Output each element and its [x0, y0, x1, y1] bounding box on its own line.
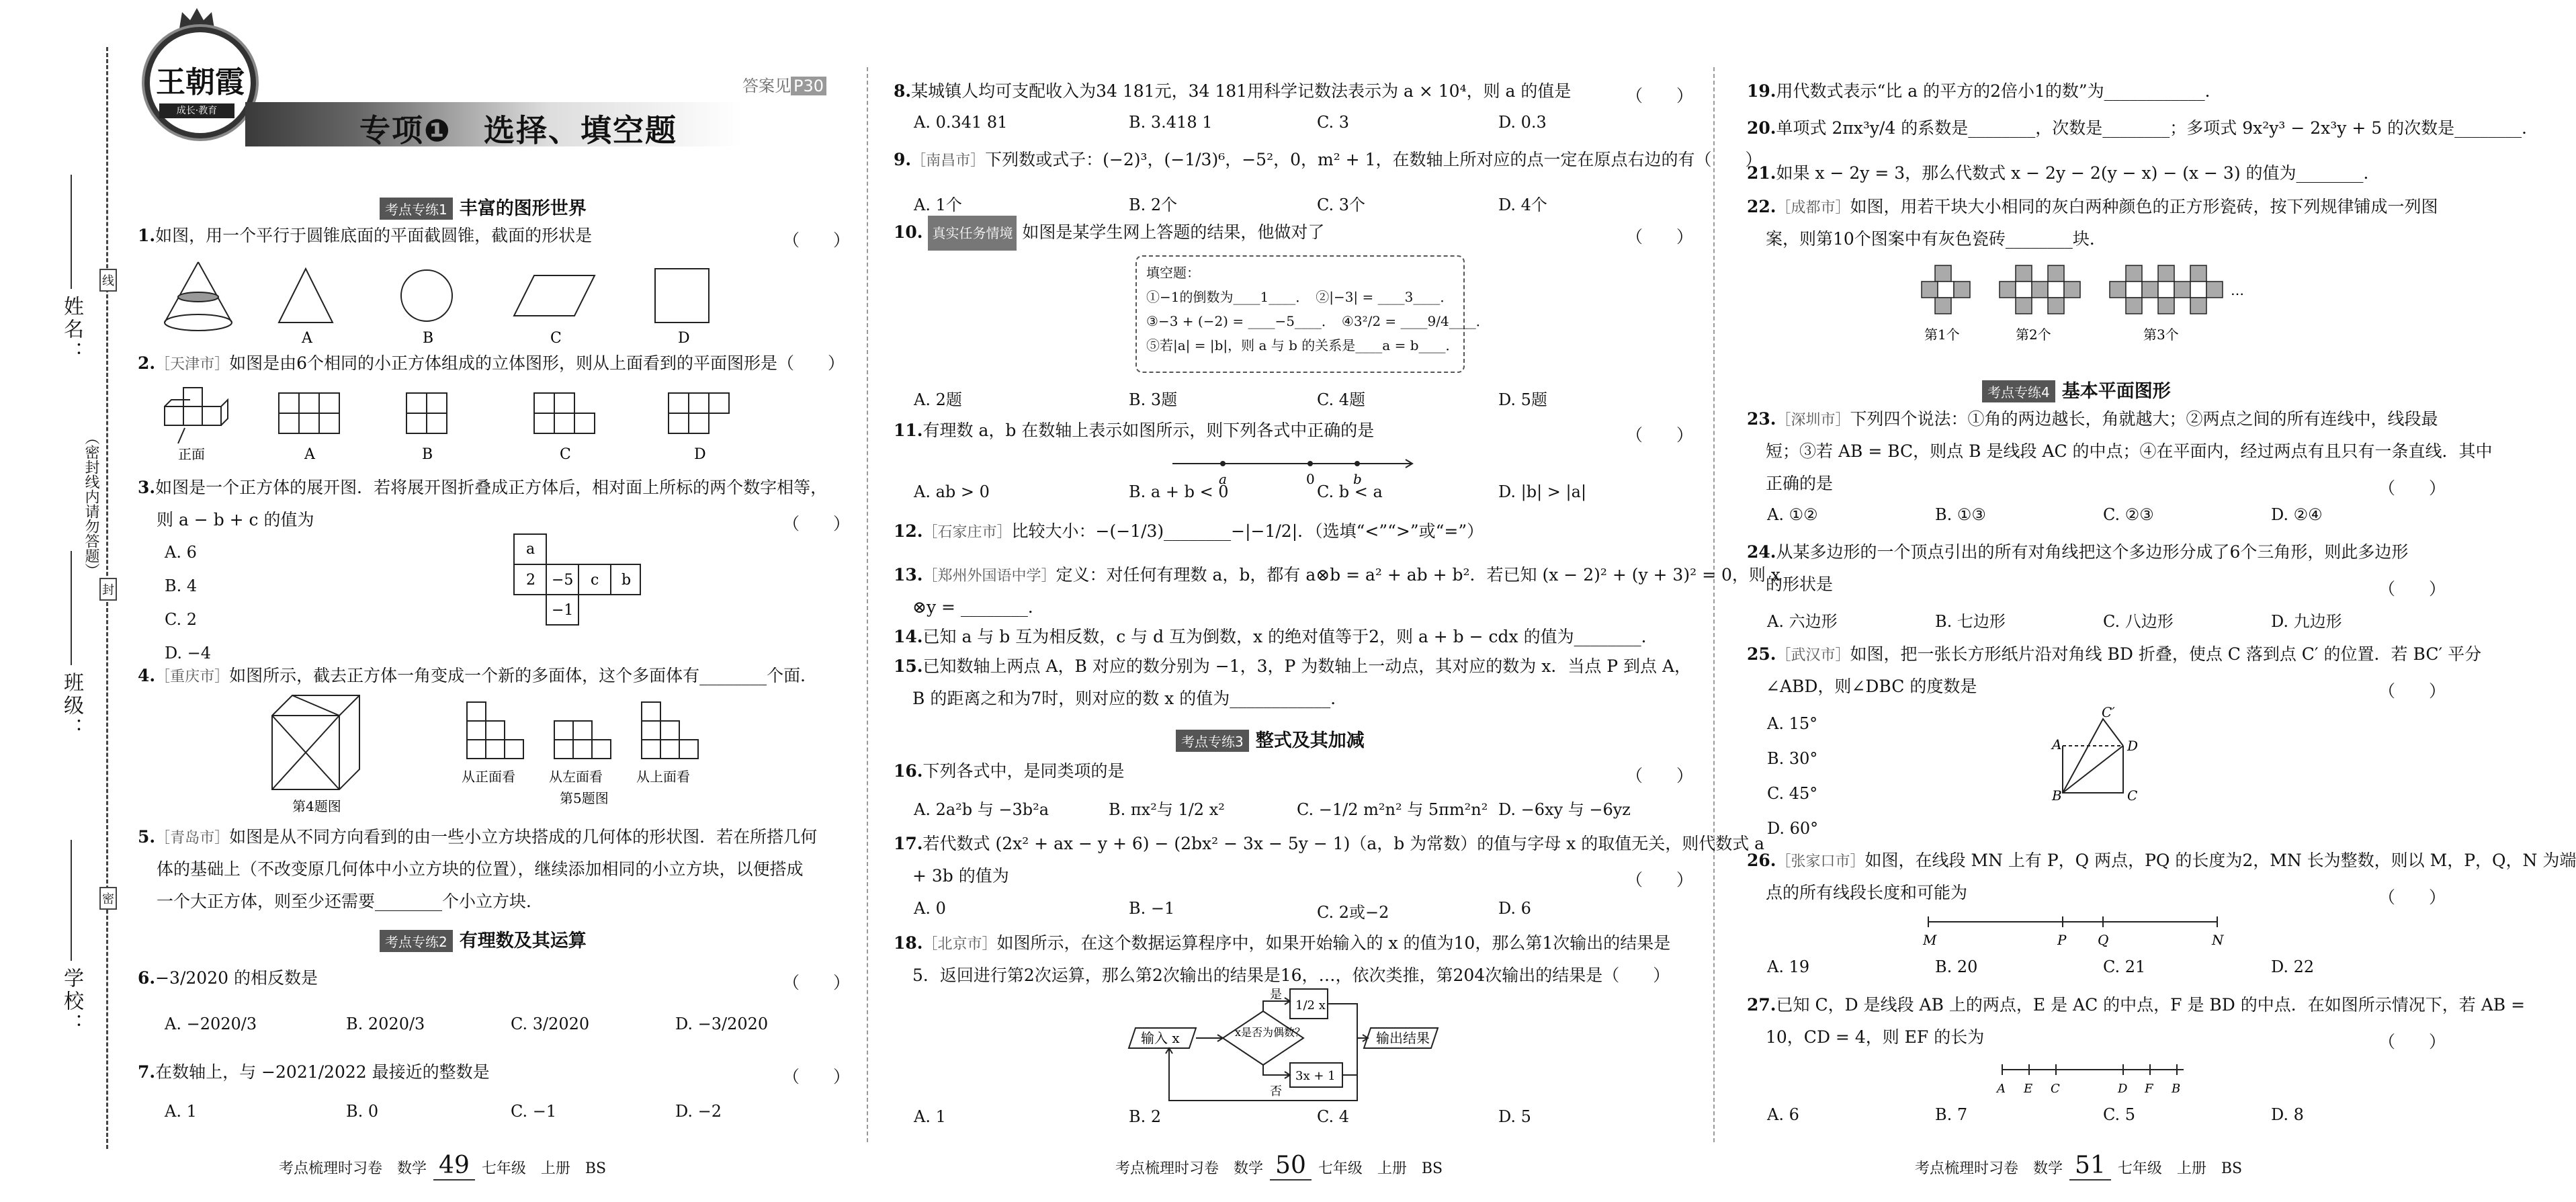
option-c: C. b < a: [1317, 482, 1383, 501]
page-49: [138, 0, 851, 1202]
option-d: D. 8: [2271, 1105, 2304, 1124]
question-text-cont: 短；③若 AB = BC，则点 B 是线段 AC 的中点；④在平面内，经过两点有且只有一条直线．其中: [1766, 441, 2493, 461]
question-text-cont: 点的所有线段长度和可能为: [1766, 883, 1968, 902]
flow-no: 否: [1270, 1084, 1282, 1099]
question-text-cont: 5．返回进行第2次运算，那么第2次输出的结果是16，…，依次类推，第204次输出的结果是（ ）: [912, 965, 1670, 985]
question-13: [894, 558, 1780, 594]
option-b: B. πx²与 1/2 x²: [1109, 800, 1225, 819]
question-number: 2.: [138, 353, 156, 373]
point-label: N: [2212, 932, 2224, 948]
question-19: [1747, 74, 2222, 109]
question-6: [138, 961, 318, 996]
question-number: 25.: [1747, 644, 1776, 664]
question-24: [1747, 535, 2408, 570]
question-20: [1747, 111, 2538, 146]
option-c: C. 5: [2103, 1105, 2136, 1124]
point-label: D: [2118, 1082, 2128, 1096]
pattern-label: 第2个: [2016, 327, 2051, 343]
question-text: 有理数 a，b 在数轴上表示如图所示，则下列各式中正确的是: [922, 421, 1375, 440]
footer-subject: 数学: [2033, 1160, 2063, 1177]
option-b: B. 7: [1935, 1105, 1968, 1124]
footer-grade: 七年级 上册 BS: [481, 1160, 607, 1177]
question-number: 18.: [894, 933, 923, 953]
q4-q5-figures: [265, 695, 803, 816]
option-d: D. 6: [1498, 899, 1531, 918]
option-a: A. 6: [165, 543, 197, 562]
answer-bracket: （ ）: [1626, 870, 1694, 890]
question-text: 如图，用一个平行于圆锥底面的平面截圆锥，截面的形状是: [155, 226, 593, 245]
answer-reference: [742, 73, 826, 96]
option-label: C: [550, 330, 562, 347]
answer-bracket: （ ）: [783, 973, 851, 992]
footer-series: 考点梳理时习卷: [279, 1160, 383, 1177]
box-title: 填空题：: [1146, 265, 1200, 281]
option-b: B. 30°: [1767, 749, 1818, 768]
source-city: ［深圳市］: [1776, 412, 1850, 429]
flow-output: 输出结果: [1376, 1030, 1430, 1046]
answer-ref-prefix: 答案见: [742, 77, 791, 95]
section-title: 基本平面图形: [2061, 381, 2171, 402]
logo-text: 王朝霞: [156, 65, 245, 99]
question-text: 如图是由6个相同的小正方体组成的立体图形，则从上面看到的平面图形是（ ）: [229, 353, 845, 373]
section-heading: [380, 926, 587, 952]
question-2: [138, 346, 845, 382]
context-tag: 真实任务情境: [928, 216, 1017, 251]
net-cell: −5: [552, 572, 574, 589]
question-number: 12.: [894, 521, 923, 541]
option-a: A. 1: [914, 1107, 946, 1126]
option-b: B. −1: [1129, 899, 1175, 918]
question-text: 已知 C，D 是线段 AB 上的两点，E 是 AC 的中点，F 是 BD 的中点．在如图所示情况下，若 AB =: [1776, 995, 2526, 1015]
option-b: B. 0: [346, 1102, 379, 1121]
answer-ref-page: P30: [791, 77, 826, 95]
question-text: 下列各式中，是同类项的是: [922, 761, 1125, 781]
option-d: D. 0.3: [1498, 113, 1547, 132]
question-number: 15.: [894, 656, 923, 676]
footer-grade: 七年级 上册 BS: [1318, 1160, 1443, 1177]
class-blank: [71, 551, 72, 665]
point-label: B: [2172, 1082, 2181, 1096]
question-text-cont: ⊗y = ________．: [912, 597, 1045, 617]
question-text-cont: ∠ABD，则∠DBC 的度数是: [1766, 677, 1977, 696]
section-title: 有理数及其运算: [459, 931, 587, 951]
source-city: ［天津市］: [155, 356, 230, 373]
question-text: 下列数或式子：(−2)³，(−1/3)⁶，−5²，0，m² + 1，在数轴上所对应的点一定在原点右边的有（ ）: [985, 150, 1762, 169]
q27-segment: [1995, 1062, 2197, 1102]
question-number: 21.: [1747, 163, 1776, 183]
option-b: B. 20: [1935, 957, 1978, 976]
point-label: C: [2127, 787, 2138, 804]
flow-input: 输入 x: [1141, 1030, 1180, 1046]
option-d: D. −3/2020: [675, 1015, 769, 1033]
question-11: [894, 413, 1374, 448]
section-title: 丰富的图形世界: [459, 198, 587, 219]
figure-caption: 第5题图: [560, 790, 609, 806]
flow-op-triple: 3x + 1: [1295, 1069, 1336, 1083]
source-city: ［石家庄市］: [922, 524, 1012, 541]
page-footer: [1915, 1152, 2242, 1180]
footer-series: 考点梳理时习卷: [1915, 1160, 2019, 1177]
option-b: B. 2: [1129, 1107, 1162, 1126]
column-separator: [1713, 67, 1715, 1142]
question-text-cont: 一个大正方体，则至少还需要________个小立方块．: [157, 892, 544, 911]
option-c: C. 4: [1317, 1107, 1350, 1126]
binding-sidebar: [0, 0, 114, 1202]
point-label: C: [2051, 1082, 2060, 1096]
question-text: 如图所示，在这个数据运算程序中，如果开始输入的 x 的值为10，那么第1次输出的结果是: [996, 933, 1671, 953]
option-a: A. 1: [165, 1102, 197, 1121]
q25-fold-figure: [2049, 704, 2184, 804]
option-b: B. 2020/3: [346, 1015, 425, 1033]
answer-bracket: （ ）: [1626, 86, 1694, 105]
option-label: D: [694, 446, 706, 463]
logo-subtext: 成长·教育: [159, 103, 234, 118]
question-text: 已知 a 与 b 互为相反数，c 与 d 互为倒数，x 的绝对值等于2，则 a + b − cdx 的值为________．: [922, 627, 1658, 646]
footer-grade: 七年级 上册 BS: [2117, 1160, 2243, 1177]
point-label: B: [2052, 787, 2062, 804]
option-label: D: [678, 330, 690, 347]
question-number: 24.: [1747, 542, 1776, 562]
question-23: [1747, 402, 2438, 438]
class-label: 班级：: [60, 672, 83, 740]
option-d: D. ②④: [2271, 505, 2323, 524]
source-city: ［成都市］: [1776, 200, 1850, 216]
footer-series: 考点梳理时习卷: [1115, 1160, 1219, 1177]
source-city: ［武汉市］: [1776, 647, 1850, 664]
question-text: −3/2020 的相反数是: [155, 968, 318, 988]
answer-bracket: （ ）: [2378, 478, 2446, 498]
option-c: C. 八边形: [2103, 612, 2174, 631]
option-b: B. 3.418 1: [1129, 113, 1213, 132]
question-10: [894, 215, 1324, 251]
option-label: C: [560, 446, 571, 463]
question-text: 定义：对任何有理数 a，b，都有 a⊗b = a² + ab + b²．若已知 (x − 2)² + (y + 3)² = 0，则 x: [1056, 565, 1780, 585]
question-text: 若代数式 (2x² + ax − y + 6) − (2bx² − 3x − 5y − 1)（a，b 为常数）的值与字母 x 的取值无关，则代数式 a: [922, 834, 1765, 853]
section-tag: 考点专练4: [1982, 380, 2055, 402]
option-d: D. 4个: [1498, 196, 1547, 214]
net-cell: 2: [526, 572, 535, 589]
page-title: 专项❶ 选择、填空题: [359, 112, 677, 148]
question-number: 20.: [1747, 118, 1776, 138]
question-number: 13.: [894, 565, 923, 585]
question-1: [138, 218, 592, 253]
net-cell: c: [591, 572, 599, 589]
question-number: 23.: [1747, 409, 1776, 429]
source-city: ［张家口市］: [1776, 853, 1865, 870]
question-number: 22.: [1747, 197, 1776, 216]
option-a: A. 六边形: [1767, 612, 1838, 631]
answer-bracket: （ ）: [783, 230, 851, 250]
box-line: ⑤若|a| = |b|，则 a 与 b 的关系是____a = b____．: [1146, 337, 1459, 353]
question-number: 4.: [138, 666, 156, 685]
option-d: D. 22: [2271, 957, 2315, 976]
question-number: 1.: [138, 226, 156, 245]
seal-note: （密封线内请勿答题）: [83, 430, 99, 578]
question-text: 某城镇人均可支配收入为34 181元，34 181用科学记数法表示为 a × 10⁴，则 a 的值是: [911, 81, 1572, 101]
option-a: A. ①②: [1767, 505, 1818, 524]
flow-yes: 是: [1270, 988, 1282, 1002]
front-label: 正面: [178, 446, 205, 462]
crown-icon: [177, 7, 217, 30]
section-heading: [1982, 376, 2171, 402]
seal-mark-3: 密: [99, 887, 117, 910]
option-d: D. 5题: [1498, 390, 1547, 409]
q26-segment: [1922, 914, 2231, 954]
option-a: A. 0.341 81: [914, 113, 1008, 132]
section-tag: 考点专练3: [1176, 730, 1249, 752]
name-blank: [71, 175, 72, 289]
question-27: [1747, 988, 2525, 1023]
page-number: 49: [433, 1152, 475, 1180]
question-text-cont: 案，则第10个图案中有灰色瓷砖________块．: [1766, 229, 2106, 249]
question-text: 如图，把一张长方形纸片沿对角线 BD 折叠，使点 C 落到点 C′ 的位置．若 BC′ 平分: [1850, 644, 2482, 664]
question-number: 9.: [894, 150, 912, 169]
view-label: 从上面看: [636, 769, 690, 785]
option-b: B. 2个: [1129, 196, 1178, 214]
option-d: D. 60°: [1767, 819, 1819, 838]
option-b: B. ①③: [1935, 505, 1986, 524]
pattern-label: 第1个: [1924, 327, 1960, 343]
option-a: A. ab > 0: [914, 482, 990, 501]
question-21: [1747, 156, 2380, 191]
box-line: ①−1的倒数为____1____． ②|−3| = ____3____．: [1146, 289, 1454, 305]
question-26: [1747, 843, 2576, 879]
source-city: ［北京市］: [922, 936, 997, 953]
seal-mark-2: 封: [99, 578, 117, 601]
option-c: C. −1/2 m²n² 与 5πm²n²: [1297, 800, 1488, 819]
question-text-cont: B 的距离之和为7时，则对应的数 x 的值为____________．: [912, 689, 1348, 708]
option-a: A. −2020/3: [165, 1015, 257, 1033]
page-footer: [1115, 1152, 1443, 1180]
question-text: 在数轴上，与 −2021/2022 最接近的整数是: [155, 1062, 490, 1082]
question-number: 11.: [894, 421, 923, 440]
point-label: Q: [2098, 932, 2109, 948]
option-c: C. ②③: [2103, 505, 2154, 524]
q2-figures: [158, 386, 830, 467]
point-label: C′: [2102, 704, 2115, 720]
question-text: 下列四个说法：①角的两边越长，角就越大；②两点之间的所有连线中，线段最: [1850, 409, 2438, 429]
option-a: A. 15°: [1767, 714, 1818, 733]
option-a: A. 1个: [914, 196, 962, 214]
net-cell: −1: [552, 602, 574, 619]
option-d: D. −6xy 与 −6yz: [1498, 800, 1631, 819]
question-number: 7.: [138, 1062, 156, 1082]
point-label: D: [2127, 738, 2139, 754]
option-b: B. a + b < 0: [1129, 482, 1229, 501]
option-d: D. −2: [675, 1102, 722, 1121]
answer-bracket: （ ）: [1626, 227, 1694, 247]
option-c: C. 2: [165, 610, 198, 629]
question-15: [894, 649, 1691, 684]
q18-flowchart: [1129, 988, 1492, 1109]
question-text-cont: 体的基础上（不改变原几何体中小立方块的位置），继续添加相同的小立方块，以便搭成: [157, 859, 804, 879]
question-number: 3.: [138, 478, 156, 497]
option-c: C. 3: [1317, 113, 1350, 132]
question-number: 5.: [138, 827, 156, 847]
question-text-cont: + 3b 的值为: [912, 866, 1009, 886]
option-b: B. 3题: [1129, 390, 1178, 409]
option-b: B. 4: [165, 576, 198, 595]
question-number: 26.: [1747, 851, 1776, 870]
question-8: [894, 74, 1571, 109]
point-label: A: [2052, 736, 2062, 753]
question-text: 从某多边形的一个顶点引出的所有对角线把这个多边形分成了6个三角形，则此多边形: [1776, 542, 2409, 562]
brand-logo: [144, 27, 256, 138]
question-text: 如图，在线段 MN 上有 P，Q 两点，PQ 的长度为2，MN 长为整数，则以 M，P，Q，N 为端: [1864, 851, 2576, 870]
question-text: 如图是从不同方向看到的由一些小立方块搭成的几何体的形状图．若在所搭几何: [229, 827, 818, 847]
option-d: D. −4: [165, 644, 212, 662]
option-c: C. 45°: [1767, 784, 1818, 803]
question-text: 单项式 2πx³y/4 的系数是________，次数是________；多项式 9x²y³ − 2x³y + 5 的次数是________．: [1776, 118, 2539, 138]
point-label: E: [2024, 1082, 2033, 1096]
option-a: A. 2a²b 与 −3b²a: [914, 800, 1049, 819]
page-header: [138, 0, 863, 161]
option-b: B. 七边形: [1935, 612, 2006, 631]
source-city: ［南昌市］: [911, 153, 986, 169]
question-4: [138, 658, 817, 695]
source-city: ［青岛市］: [155, 830, 230, 847]
net-cell: a: [526, 541, 535, 558]
question-number: 27.: [1747, 995, 1776, 1015]
question-3: [138, 470, 827, 505]
question-22: [1747, 189, 2438, 226]
answer-bracket: （ ）: [2378, 681, 2446, 701]
option-d: D. 5: [1498, 1107, 1531, 1126]
option-a: A. 6: [1767, 1105, 1799, 1124]
question-5: [138, 820, 817, 856]
flow-condition: x是否为偶数？: [1235, 1026, 1306, 1039]
axis-label: 0: [1306, 471, 1315, 487]
question-text: 如图是一个正方体的展开图．若将展开图折叠成正方体后，相对面上所标的两个数字相等，: [155, 478, 828, 497]
answer-bracket: （ ）: [2378, 579, 2446, 599]
question-text: 如图所示，截去正方体一角变成一个新的多面体，这个多面体有________个面．: [229, 666, 818, 685]
answer-bracket: （ ）: [2378, 888, 2446, 907]
point-label: M: [1923, 932, 1937, 948]
question-number: 8.: [894, 81, 912, 101]
option-c: C. 3个: [1317, 196, 1366, 214]
section-tag: 考点专练1: [380, 198, 453, 220]
page-footer: [279, 1152, 606, 1180]
answer-bracket: （ ）: [1626, 766, 1694, 785]
answer-bracket: （ ）: [783, 514, 851, 533]
section-heading: [380, 194, 587, 220]
question-text: 如图，用若干块大小相同的灰白两种颜色的正方形瓷砖，按下列规律铺成一列图: [1850, 197, 2438, 216]
option-label: B: [422, 446, 433, 463]
question-12: [894, 514, 1484, 550]
pattern-label: 第3个: [2143, 327, 2179, 343]
question-25: [1747, 637, 2481, 673]
page-number: 50: [1270, 1152, 1312, 1180]
question-text-cont: 10，CD = 4，则 EF 的长为: [1766, 1027, 1985, 1047]
question-17: [894, 826, 1764, 861]
axis-label: b: [1353, 471, 1362, 487]
source-city: ［重庆市］: [155, 669, 230, 685]
section-tag: 考点专练2: [380, 930, 453, 952]
view-label: 从正面看: [462, 769, 515, 785]
option-c: C. −1: [511, 1102, 557, 1121]
option-c: C. 2或−2: [1317, 903, 1389, 922]
q1-figures: [158, 255, 830, 349]
question-number: 17.: [894, 834, 923, 853]
q22-tile-pattern: [1922, 265, 2298, 353]
option-c: C. 4题: [1317, 390, 1366, 409]
question-text: 比较大小：−(−1/3)________−|−1/2|．（选填“<”“>”或“=”）: [1011, 521, 1484, 541]
cube-net: [507, 531, 642, 638]
student-answer-box: [1135, 255, 1490, 373]
view-label: 从左面看: [549, 769, 603, 785]
option-label: A: [304, 446, 315, 463]
section-heading: [1176, 726, 1365, 752]
question-text-cont: 正确的是: [1766, 474, 1834, 493]
column-separator: [867, 67, 868, 1142]
question-number: 6.: [138, 968, 156, 988]
option-a: A. 0: [914, 899, 946, 918]
option-d: D. |b| > |a|: [1498, 482, 1587, 501]
question-text: 如果 x − 2y = 3，那么代数式 x − 2y − 2(y − x) − (x − 3) 的值为________．: [1776, 163, 2380, 183]
footer-subject: 数学: [1234, 1160, 1264, 1177]
question-16: [894, 754, 1125, 789]
question-number: 19.: [1747, 81, 1776, 101]
answer-bracket: （ ）: [1626, 425, 1694, 445]
option-a: A. 2题: [914, 390, 962, 409]
source-city: ［郑州外国语中学］: [922, 568, 1056, 585]
point-label: F: [2145, 1082, 2153, 1096]
option-label: A: [302, 330, 312, 347]
option-c: C. 21: [2103, 957, 2146, 976]
question-number: 16.: [894, 761, 923, 781]
school-label: 学校：: [60, 968, 83, 1036]
page-51: [1747, 0, 2576, 1202]
question-text: 如图是某学生网上答题的结果，他做对了: [1022, 222, 1325, 242]
net-cell: b: [621, 572, 632, 589]
point-label: A: [1997, 1082, 2006, 1096]
name-label: 姓名：: [60, 296, 83, 364]
axis-label: a: [1219, 471, 1227, 487]
question-number: 10.: [894, 222, 923, 242]
school-blank: [71, 840, 72, 961]
question-number: 14.: [894, 627, 923, 646]
pattern-ellipsis: …: [2231, 282, 2244, 298]
section-title: 整式及其加减: [1255, 730, 1365, 751]
question-text-cont: 则 a − b + c 的值为: [157, 510, 314, 529]
option-c: C. 3/2020: [511, 1015, 590, 1033]
figure-caption: 第4题图: [292, 798, 341, 814]
question-text: 用代数式表示“比 a 的平方的2倍小1的数”为____________．: [1776, 81, 2222, 101]
title-banner: [245, 102, 796, 146]
point-label: P: [2057, 932, 2067, 948]
page-number: 51: [2069, 1152, 2111, 1180]
question-text: 已知数轴上两点 A，B 对应的数分别为 −1，3，P 为数轴上一动点，其对应的数为 x．当点 P 到点 A，: [922, 656, 1692, 676]
box-line: ③−3 + (−2) = ____−5____． ④3²/2 = ____9/4____．: [1146, 313, 1490, 329]
footer-subject: 数学: [397, 1160, 427, 1177]
answer-bracket: （ ）: [2378, 1032, 2446, 1051]
answer-bracket: （ ）: [783, 1067, 851, 1086]
question-18: [894, 926, 1670, 962]
option-a: A. 19: [1767, 957, 1810, 976]
flow-op-half: 1/2 x: [1295, 998, 1326, 1013]
option-label: B: [423, 330, 434, 347]
question-7: [138, 1055, 490, 1090]
seal-mark-1: 线: [99, 269, 117, 292]
question-9: [894, 142, 1762, 179]
question-text-cont: 的形状是: [1766, 574, 1834, 594]
option-d: D. 九边形: [2271, 612, 2342, 631]
